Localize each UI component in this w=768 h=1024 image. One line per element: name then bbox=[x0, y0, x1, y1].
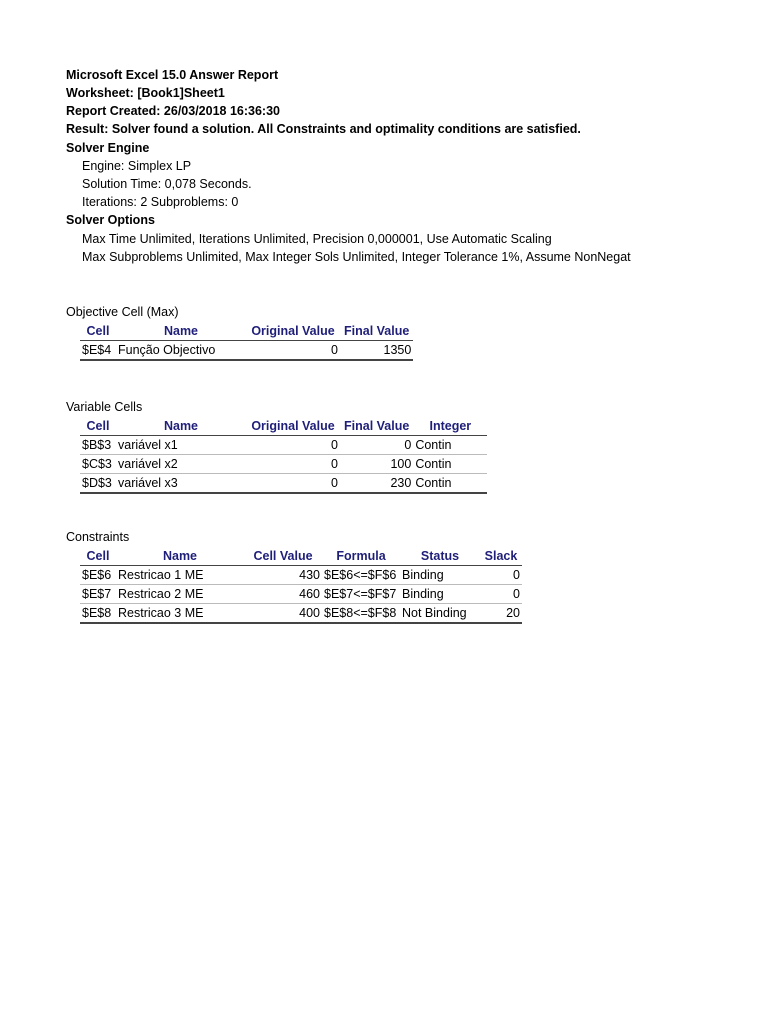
cell-value: 430 bbox=[244, 566, 322, 585]
cell-value: 460 bbox=[244, 585, 322, 604]
cell-ref: $E$4 bbox=[80, 341, 116, 361]
cell-integer: Contin bbox=[413, 474, 487, 494]
variable-cells-heading: Variable Cells bbox=[66, 400, 143, 414]
col-header-status: Status bbox=[400, 547, 480, 566]
cell-integer: Contin bbox=[413, 436, 487, 455]
col-header-cell: Cell bbox=[80, 322, 116, 341]
col-header-original-value: Original Value bbox=[246, 417, 340, 436]
col-header-cell: Cell bbox=[80, 417, 116, 436]
cell-ref: $D$3 bbox=[80, 474, 116, 494]
cell-final-value: 1350 bbox=[340, 341, 413, 361]
col-header-final-value: Final Value bbox=[340, 322, 413, 341]
col-header-cell: Cell bbox=[80, 547, 116, 566]
cell-name: Função Objectivo bbox=[116, 341, 246, 361]
table-row bbox=[80, 585, 522, 604]
col-header-cell-value: Cell Value bbox=[244, 547, 322, 566]
options-line-2: Max Subproblems Unlimited, Max Integer Sols Unlimited, Integer Tolerance 1%, Assume NonNegat bbox=[82, 250, 631, 264]
col-header-name: Name bbox=[116, 417, 246, 436]
cell-status: Not Binding bbox=[400, 604, 480, 624]
objective-cell-heading: Objective Cell (Max) bbox=[66, 305, 179, 319]
worksheet-line: Worksheet: [Book1]Sheet1 bbox=[66, 86, 225, 100]
table-header-row bbox=[80, 417, 487, 436]
cell-formula: $E$6<=$F$6 bbox=[322, 566, 400, 585]
iterations-line: Iterations: 2 Subproblems: 0 bbox=[82, 195, 239, 209]
cell-ref: $B$3 bbox=[80, 436, 116, 455]
cell-final-value: 230 bbox=[340, 474, 413, 494]
cell-name: Restricao 3 ME bbox=[116, 604, 244, 624]
solution-time-line: Solution Time: 0,078 Seconds. bbox=[82, 177, 252, 191]
cell-slack: 20 bbox=[480, 604, 522, 624]
cell-name: Restricao 1 ME bbox=[116, 566, 244, 585]
cell-ref: $E$6 bbox=[80, 566, 116, 585]
cell-ref: $E$8 bbox=[80, 604, 116, 624]
cell-formula: $E$8<=$F$8 bbox=[322, 604, 400, 624]
cell-original-value: 0 bbox=[246, 436, 340, 455]
table-row bbox=[80, 474, 487, 494]
cell-slack: 0 bbox=[480, 566, 522, 585]
col-header-formula: Formula bbox=[322, 547, 400, 566]
constraints-table bbox=[80, 547, 522, 624]
table-header-row bbox=[80, 547, 522, 566]
solver-options-heading: Solver Options bbox=[66, 213, 155, 227]
col-header-integer: Integer bbox=[413, 417, 487, 436]
cell-formula: $E$7<=$F$7 bbox=[322, 585, 400, 604]
report-created-line: Report Created: 26/03/2018 16:36:30 bbox=[66, 104, 281, 118]
cell-status: Binding bbox=[400, 585, 480, 604]
cell-slack: 0 bbox=[480, 585, 522, 604]
table-row bbox=[80, 455, 487, 474]
cell-ref: $C$3 bbox=[80, 455, 116, 474]
table-header-row bbox=[80, 322, 413, 341]
table-row bbox=[80, 566, 522, 585]
cell-original-value: 0 bbox=[246, 341, 340, 361]
table-row bbox=[80, 604, 522, 624]
cell-original-value: 0 bbox=[246, 455, 340, 474]
cell-status: Binding bbox=[400, 566, 480, 585]
variable-cells-table bbox=[80, 417, 487, 494]
table-row bbox=[80, 436, 487, 455]
col-header-original-value: Original Value bbox=[246, 322, 340, 341]
cell-value: 400 bbox=[244, 604, 322, 624]
table-row bbox=[80, 341, 413, 361]
cell-integer: Contin bbox=[413, 455, 487, 474]
cell-name: Restricao 2 ME bbox=[116, 585, 244, 604]
cell-final-value: 0 bbox=[340, 436, 413, 455]
cell-name: variável x1 bbox=[116, 436, 246, 455]
col-header-name: Name bbox=[116, 547, 244, 566]
solver-engine-heading: Solver Engine bbox=[66, 141, 150, 155]
result-line: Result: Solver found a solution. All Constraints and optimality conditions are satisfied. bbox=[66, 122, 581, 136]
cell-ref: $E$7 bbox=[80, 585, 116, 604]
report-title: Microsoft Excel 15.0 Answer Report bbox=[66, 68, 279, 82]
cell-name: variável x3 bbox=[116, 474, 246, 494]
options-line-1: Max Time Unlimited, Iterations Unlimited, Precision 0,000001, Use Automatic Scaling bbox=[82, 232, 552, 246]
cell-original-value: 0 bbox=[246, 474, 340, 494]
constraints-heading: Constraints bbox=[66, 530, 130, 544]
col-header-slack: Slack bbox=[480, 547, 522, 566]
engine-line: Engine: Simplex LP bbox=[82, 159, 192, 173]
cell-final-value: 100 bbox=[340, 455, 413, 474]
cell-name: variável x2 bbox=[116, 455, 246, 474]
col-header-name: Name bbox=[116, 322, 246, 341]
objective-cell-table bbox=[80, 322, 413, 361]
col-header-final-value: Final Value bbox=[340, 417, 413, 436]
